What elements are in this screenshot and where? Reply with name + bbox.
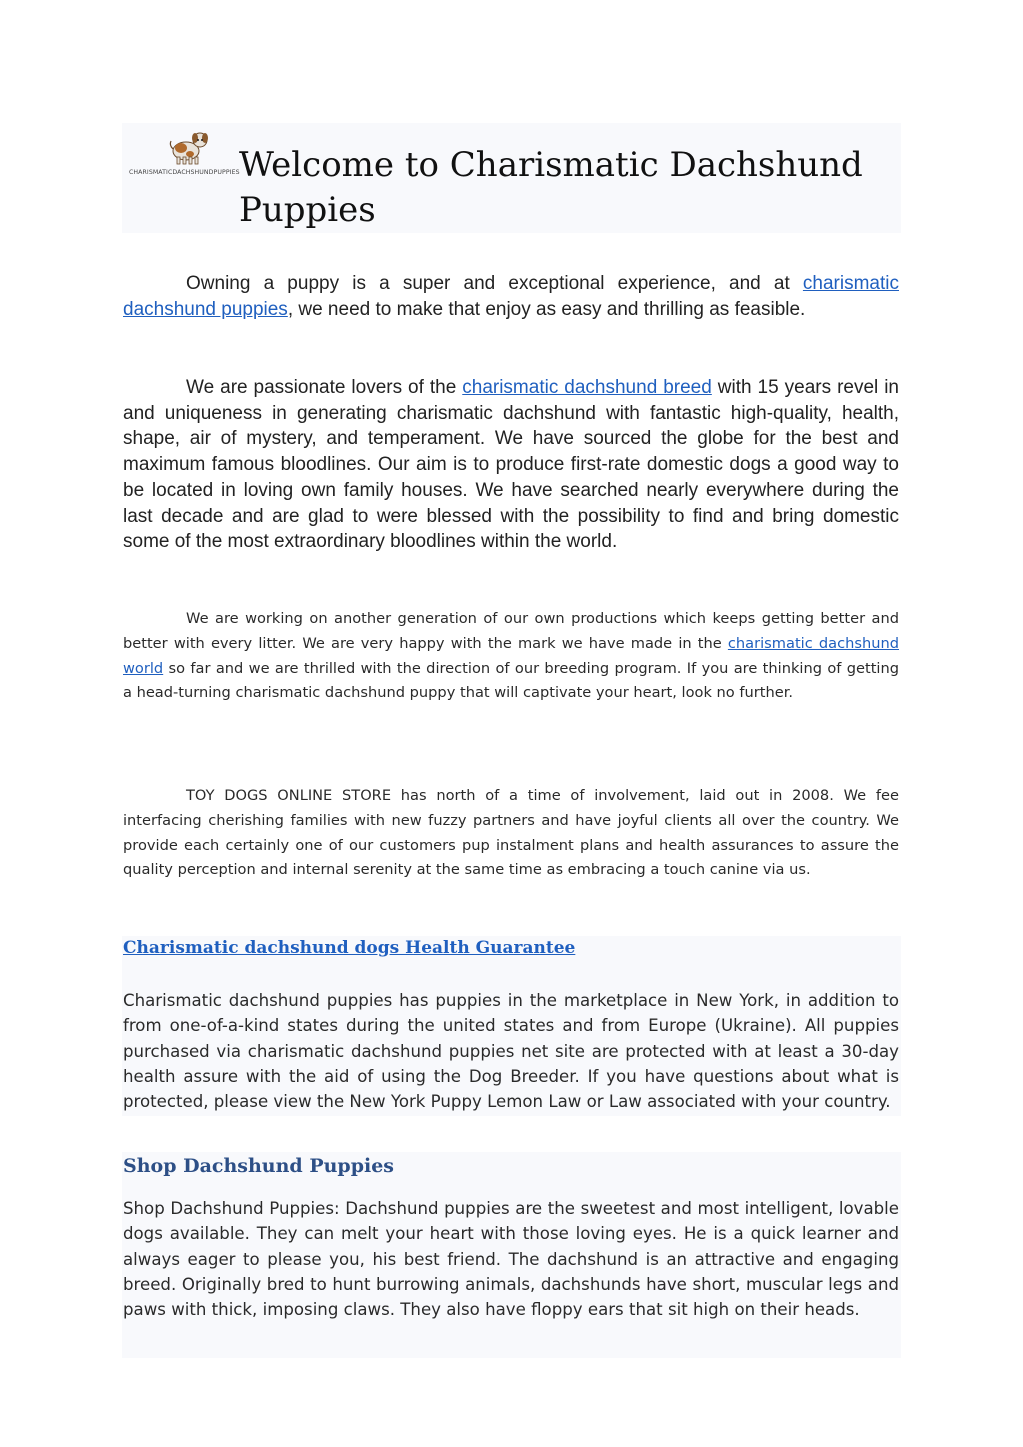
- header-banner: [122, 123, 901, 233]
- intro-paragraph: [123, 271, 899, 322]
- generation-text-after: so far and we are thrilled with the direction of our breeding program. If you are thinking of getting a head-turning charismatic dachshund puppy that will captivate your heart, look no further.: [123, 659, 899, 702]
- intro-text-before: Owning a puppy is a super and exceptional experience, and at: [186, 273, 803, 294]
- dog-logo-icon: [129, 129, 239, 179]
- logo-text: CHARISMATICDACHSHUNDPUPPIES: [129, 169, 240, 176]
- charismatic-puppies-link[interactable]: charismatic dachshund puppies: [123, 273, 899, 320]
- generation-paragraph: [123, 607, 899, 706]
- guarantee-paragraph: Charismatic dachshund puppies has puppies in the marketplace in New York, in addition to from one-of-a-kind states during the united states and from Europe (Ukraine). All puppies purchased via charismatic dachshund puppies net site are protected with at least a 30-day health assure with the aid of using the Dog Breeder. If you have questions about what is protected, please view the New York Puppy Lemon Law or Law associated with your country.: [123, 991, 899, 1112]
- dachshund-world-link[interactable]: charismatic dachshund world: [123, 634, 899, 677]
- passion-text-after: with 15 years revel in and uniqueness in generating charismatic dachshund with fantastic high-quality, health, shape, air of mystery, and temperament. We have sourced the globe for the best and maximum famous bloodlines. Our aim is to produce first-rate domestic dogs a good way to be located in loving own family houses. We have searched nearly everywhere during the last decade and are glad to were blessed with the possibility to find and bring domestic some of the most extraordinary bloodlines within the world.: [123, 377, 900, 553]
- store-text: TOY DOGS ONLINE STORE has north of a time of involvement, laid out in 2008. We fee interfacing cherishing families with new fuzzy partners and have joyful clients all over the country. We provide each certainly one of our customers pup instalment plans and health assurances to assure the quality perception and internal serenity at the same time as embracing a touch canine via us.: [123, 787, 899, 879]
- intro-text-after: , we need to make that enjoy as easy and thrilling as feasible.: [287, 298, 806, 320]
- passion-text-before: We are passionate lovers of the: [186, 377, 463, 398]
- store-paragraph: [123, 784, 899, 883]
- page-title: Welcome to Charismatic Dachshund Puppies: [239, 145, 863, 230]
- dachshund-breed-link[interactable]: charismatic dachshund breed: [462, 377, 712, 398]
- guarantee-heading[interactable]: Charismatic dachshund dogs Health Guarantee: [123, 938, 576, 958]
- generation-text-before: We are working on another generation of our own productions which keeps getting better and better with every litter. We are very happy with the mark we have made in the: [123, 610, 899, 652]
- shop-paragraph: Shop Dachshund Puppies: Dachshund puppies are the sweetest and most intelligent, lovable dogs available. They can melt your heart with those loving eyes. He is a quick learner and always eager to please you, his best friend. The dachshund is an attractive and engaging breed. Originally bred to hunt burrowing animals, dachshunds have short, muscular legs and paws with thick, imposing claws. They also have floppy ears that sit high on their heads.: [123, 1199, 899, 1320]
- shop-heading: Shop Dachshund Puppies: [123, 1155, 394, 1177]
- passion-paragraph: [123, 375, 899, 555]
